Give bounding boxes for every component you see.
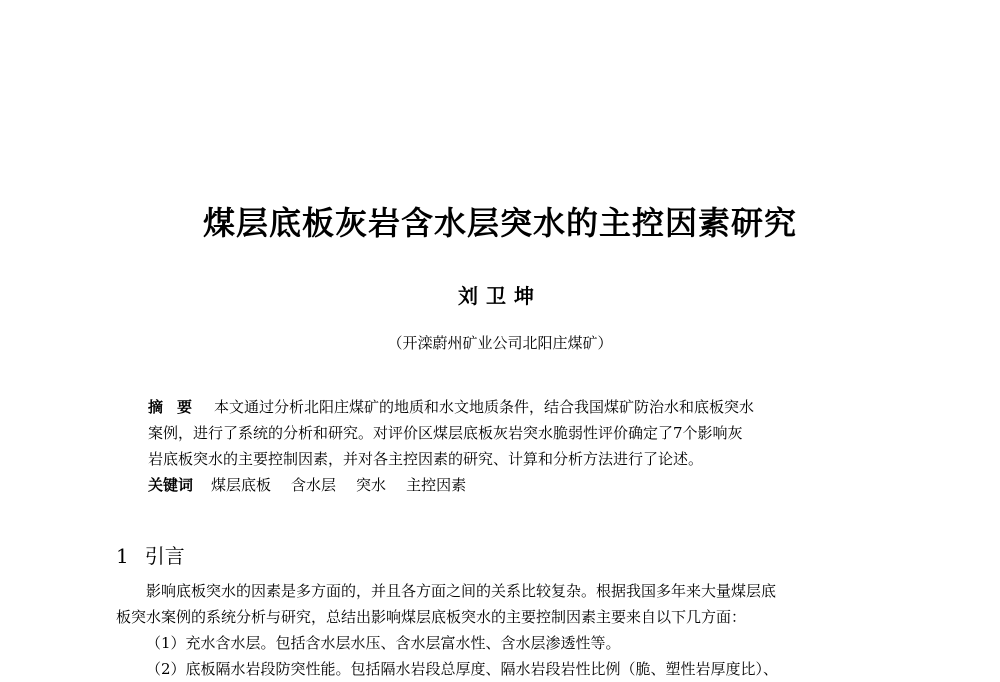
abstract-line bbox=[148, 394, 860, 420]
abstract-text: 本文通过分析北阳庄煤矿的地质和水文地质条件，结合我国煤矿防治水和底板突水 bbox=[214, 398, 755, 416]
keyword: 主控因素 bbox=[406, 476, 467, 494]
paragraph-line: 影响底板突水的因素是多方面的，并且各方面之间的关系比较复杂。根据我国多年来大量煤层底 bbox=[146, 582, 777, 600]
paper-title: 煤层底板灰岩含水层突水的主控因素研究 bbox=[202, 204, 797, 242]
section-number: 1 bbox=[116, 544, 129, 568]
keyword: 含水层 bbox=[291, 476, 337, 494]
section-heading bbox=[116, 540, 185, 569]
abstract-line: 案例，进行了系统的分析和研究。对评价区煤层底板灰岩突水脆弱性评价确定了7个影响灰 bbox=[148, 424, 743, 442]
paragraph-line: 板突水案例的系统分析与研究，总结出影响煤层底板突水的主要控制因素主要来自以下几方面： bbox=[116, 608, 747, 626]
abstract-line: 岩底板突水的主要控制因素，并对各主控因素的研究、计算和分析方法进行了论述。 bbox=[148, 450, 704, 468]
list-item: （2）底板隔水岩段防突性能。包括隔水岩段总厚度、隔水岩段岩性比例（脆、塑性岩厚度比）、 bbox=[146, 660, 779, 678]
keywords-label: 关键词 bbox=[148, 476, 194, 494]
abstract-block bbox=[148, 394, 860, 498]
author-affiliation: （开滦蔚州矿业公司北阳庄煤矿） bbox=[387, 334, 613, 352]
keywords-line bbox=[148, 472, 860, 498]
list-item: （1）充水含水层。包括含水层水压、含水层富水性、含水层渗透性等。 bbox=[146, 634, 621, 652]
author-name: 刘卫坤 bbox=[458, 284, 542, 308]
section-title: 引言 bbox=[144, 544, 185, 568]
keyword: 突水 bbox=[356, 476, 387, 494]
body-text bbox=[116, 578, 896, 682]
keyword: 煤层底板 bbox=[211, 476, 272, 494]
abstract-label: 摘要 bbox=[148, 398, 207, 416]
